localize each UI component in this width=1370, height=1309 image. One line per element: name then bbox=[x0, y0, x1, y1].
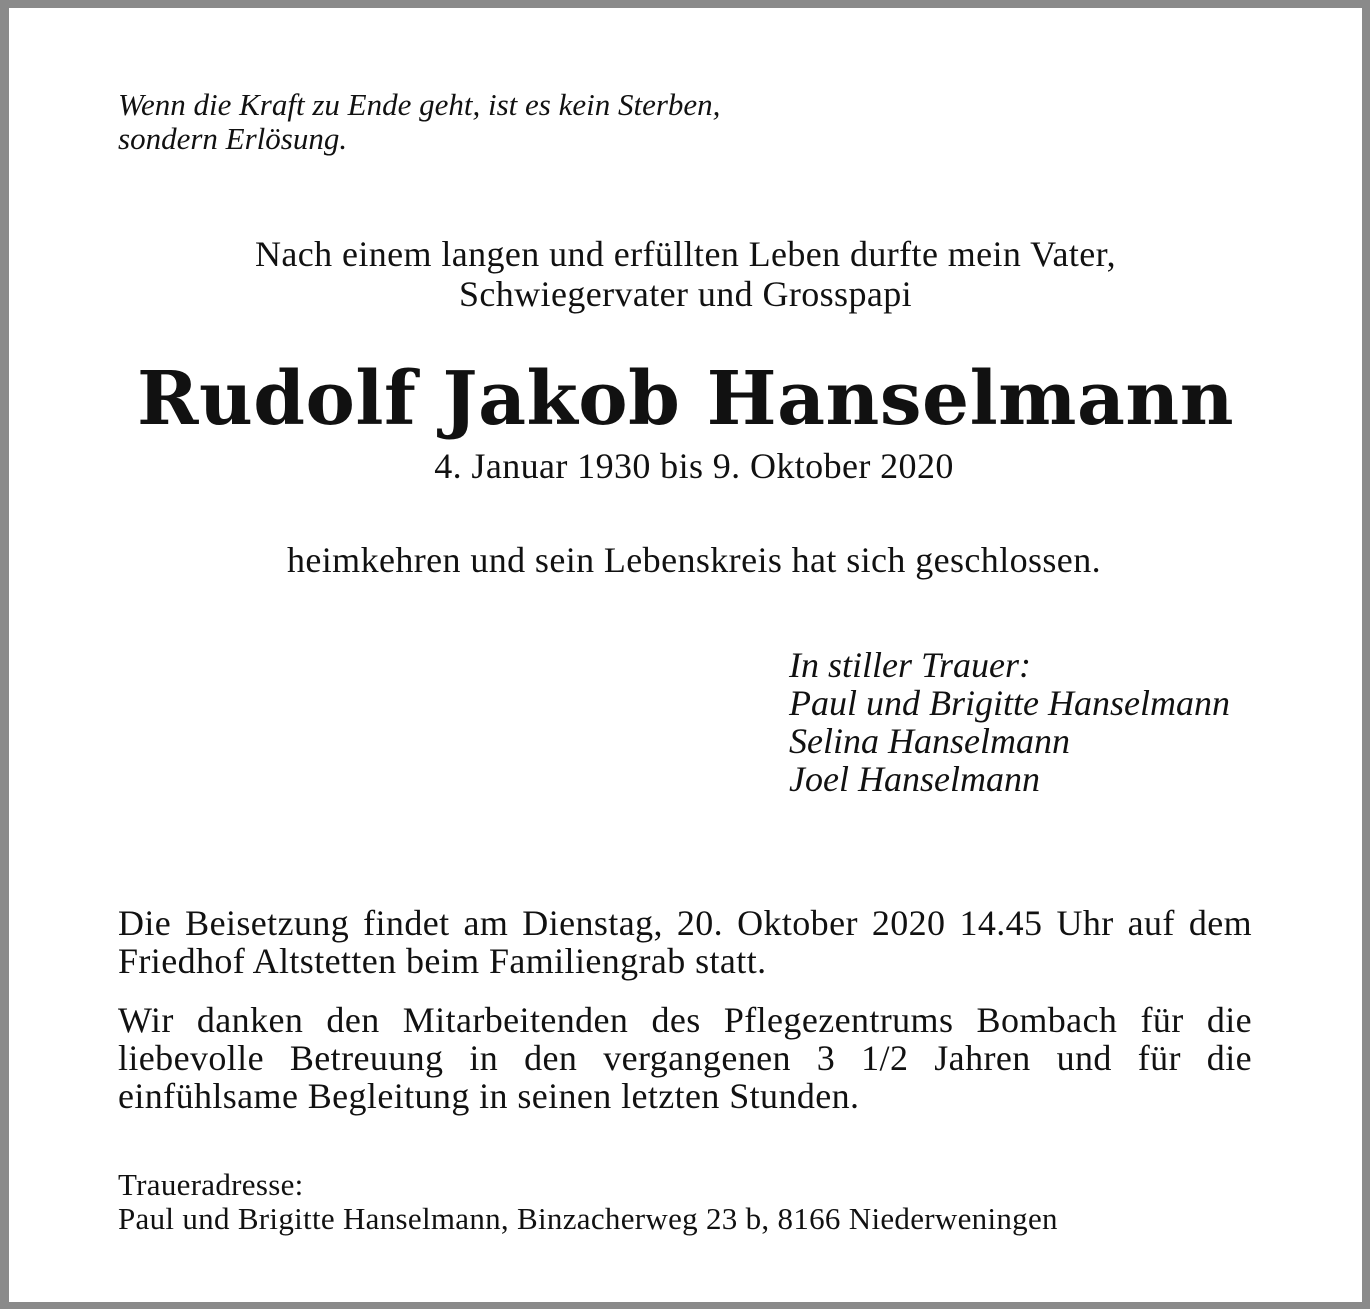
intro-line-2: Schwiegervater und Grosspapi bbox=[458, 274, 913, 314]
mourner-name: Paul und Brigitte Hanselmann bbox=[789, 683, 1230, 723]
closing-line: heimkehren und sein Lebenskreis hat sich geschlossen. bbox=[287, 540, 1101, 580]
address-label: Traueradresse: bbox=[118, 1167, 304, 1202]
mourning-address bbox=[118, 1168, 1058, 1236]
mourner-name: Selina Hanselmann bbox=[789, 721, 1070, 761]
mourners-heading: In stiller Trauer: bbox=[789, 645, 1032, 685]
burial-notice: Die Beisetzung findet am Dienstag, 20. Oktober 2020 14.45 Uhr auf dem Friedhof Altstetten beim Familiengrab statt. bbox=[118, 903, 1252, 981]
thanks-notice: Wir danken den Mitarbeitenden des Pflegezentrums Bombach für die liebevolle Betreuung in den vergangenen 3 1/2 Jahren und für die einfühlsame Begleitung in seinen letzten Stunden. bbox=[118, 1000, 1252, 1116]
life-dates: 4. Januar 1930 bis 9. Oktober 2020 bbox=[434, 446, 954, 486]
motto-line-2: sondern Erlösung. bbox=[118, 121, 348, 156]
address-value: Paul und Brigitte Hanselmann, Binzacherweg 23 b, 8166 Niederweningen bbox=[118, 1201, 1058, 1236]
intro-line-1: Nach einem langen und erfüllten Leben durfte mein Vater, bbox=[255, 234, 1116, 274]
intro-text bbox=[9, 234, 1362, 314]
motto-line-1: Wenn die Kraft zu Ende geht, ist es kein Sterben, bbox=[118, 87, 721, 122]
deceased-name: Rudolf Jakob Hanselmann bbox=[136, 356, 1235, 442]
mourners-block bbox=[789, 646, 1230, 798]
mourner-name: Joel Hanselmann bbox=[789, 759, 1040, 799]
motto-quote bbox=[118, 88, 720, 156]
